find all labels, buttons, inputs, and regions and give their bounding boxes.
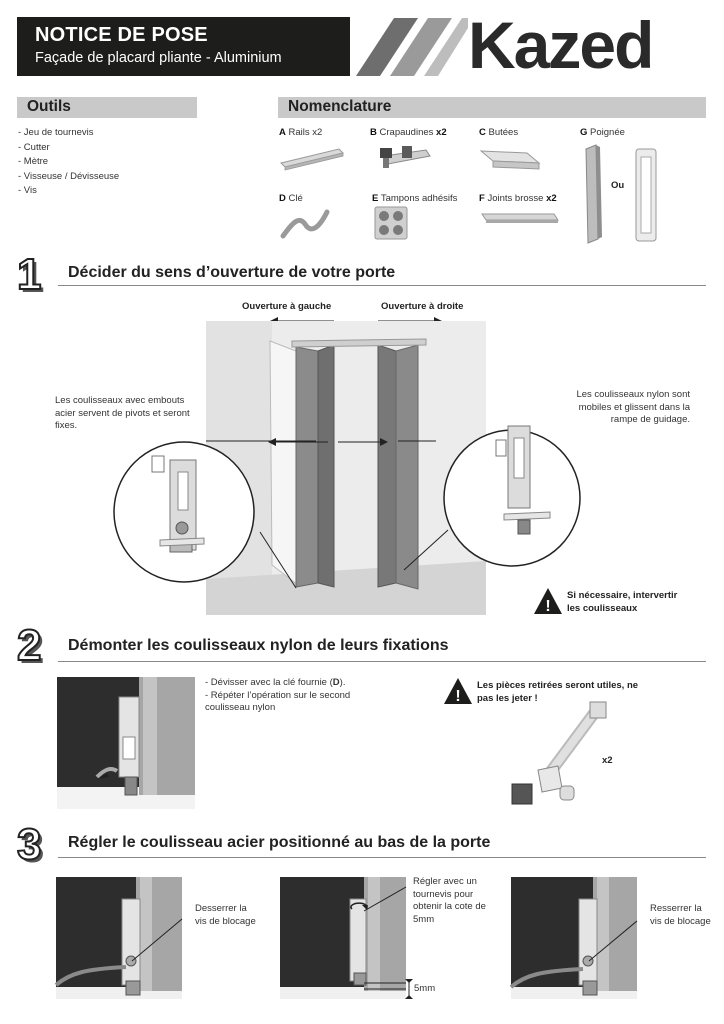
outils-list	[18, 126, 188, 199]
unscrew-photo-illustration	[57, 677, 195, 809]
nomenclature-bar	[278, 97, 706, 118]
note-loosen: Desserrer la vis de blocage	[195, 903, 256, 927]
list-item: - Jeu de tournevis	[18, 127, 94, 138]
header-title-box	[17, 17, 350, 76]
note-tighten: Resserrer la vis de blocage	[650, 903, 711, 927]
step2-title: Démonter les coulisseaux nylon de leurs fixations	[68, 637, 449, 654]
butee-icon	[479, 145, 543, 175]
step1-warning: Si nécessaire, intervertir les coulisseaux	[567, 590, 678, 614]
list-item: - Vis	[18, 185, 37, 196]
list-item: - Visseuse / Dévisseuse	[18, 170, 120, 182]
warning-icon	[534, 588, 562, 614]
list-item: - Cutter	[18, 141, 50, 153]
step2-warning: Les pièces retirées seront utiles, ne pas les jeter !	[477, 680, 639, 704]
nomenclature-heading: Nomenclature	[288, 98, 392, 115]
warning-glyph: !	[455, 688, 461, 705]
step1-divider	[58, 285, 706, 286]
step3-title: Régler le coulisseau acier positionné au bas de la porte	[68, 834, 491, 851]
adjust-screwdriver-photo-illustration	[280, 877, 406, 999]
cle-icon	[279, 206, 331, 242]
steel-slider-zoom-icon	[112, 432, 296, 592]
right-note: Les coulisseaux nylon sont mobiles et glissent dans la rampe de guidage.	[576, 389, 690, 425]
step2-divider	[58, 661, 706, 662]
brand-logo-mark-icon	[356, 18, 468, 76]
brand-logo: Kazed	[468, 8, 653, 82]
dimension-arrows-icon	[404, 979, 414, 999]
list-item: - Mètre	[18, 156, 49, 167]
nom-item-f: F Joints brosse x2	[479, 193, 557, 204]
document-title: NOTICE DE POSE	[35, 24, 208, 46]
outils-bar	[17, 97, 197, 118]
loosen-screw-photo-illustration	[56, 877, 182, 999]
step1-title: Décider du sens d’ouverture de votre porte	[68, 264, 396, 281]
nom-item-e: E Tampons adhésifs	[372, 193, 458, 204]
document-subtitle: Façade de placard pliante - Aluminium	[35, 50, 282, 66]
joint-brosse-icon	[480, 208, 560, 228]
nom-item-c: C Butées	[479, 127, 519, 138]
tampons-icon	[375, 207, 407, 239]
poignee-icon	[584, 145, 664, 243]
step1-number: 1	[17, 250, 42, 299]
rail-icon	[279, 145, 345, 171]
warning-icon	[444, 678, 472, 704]
step2-number: 2	[17, 621, 42, 670]
right-opening-label: Ouverture à droite	[381, 301, 464, 312]
step3-divider	[58, 857, 706, 858]
ou-label: Ou	[611, 180, 625, 191]
nylon-slider-zoom-icon	[404, 410, 582, 576]
nom-item-b: B Crapaudines x2	[370, 127, 447, 138]
dimension-label: 5mm	[414, 983, 436, 994]
nom-item-a: A Rails x2	[279, 127, 323, 138]
note-adjust: Régler avec un tournevis pour obtenir la cote de 5mm	[413, 876, 486, 925]
quantity-label: x2	[602, 755, 613, 766]
tighten-screw-photo-illustration	[511, 877, 637, 999]
outils-heading: Outils	[27, 98, 71, 115]
step2-instructions: - Dévisser avec la clé fournie (D). - Répéter l’opération sur le second coulisseau nylon	[205, 677, 351, 713]
warning-glyph: !	[545, 598, 551, 615]
nom-item-d: D Clé	[279, 193, 303, 204]
nom-item-g: G Poignée	[580, 127, 625, 138]
left-note: Les coulisseaux avec embouts acier servent de pivots et seront fixes.	[55, 395, 190, 431]
crapaudine-icon	[372, 142, 432, 172]
left-opening-label: Ouverture à gauche	[242, 301, 332, 312]
step3-number: 3	[17, 820, 42, 869]
